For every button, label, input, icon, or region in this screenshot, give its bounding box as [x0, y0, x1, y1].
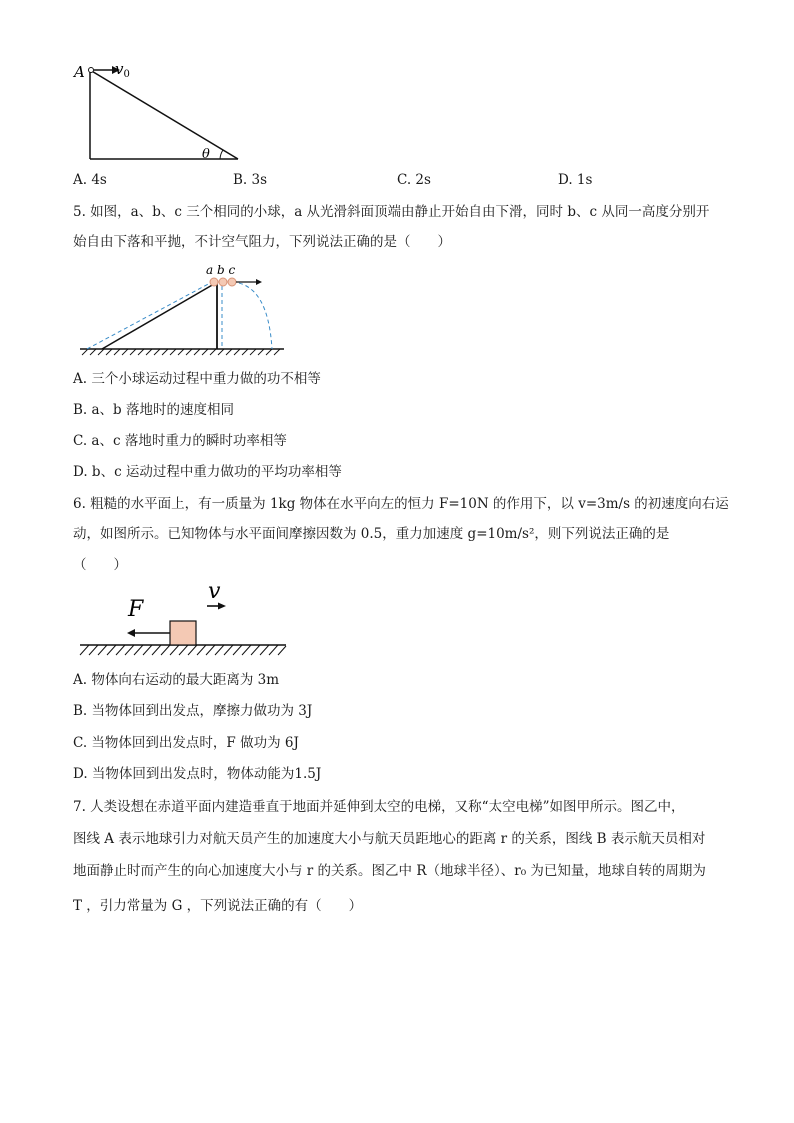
q7-stem-line3: 地面静止时而产生的向心加速度大小与 r 的关系。图乙中 R（地球半径）、r₀ 为已知量，地球自转的周期为: [73, 863, 706, 879]
q7-stem-line1: 7. 人类设想在赤道平面内建造垂直于地面并延伸到太空的电梯，又称“太空电梯”如图甲所示。图乙中，: [73, 799, 685, 815]
q5-option-b[interactable]: B. a、b 落地时的速度相同: [73, 402, 234, 418]
point-a-label: A: [74, 63, 85, 81]
block: [170, 621, 196, 645]
q5-stem-line2: 始自由下落和平抛，不计空气阻力，下列说法正确的是（ ）: [73, 234, 451, 250]
q4-option-c[interactable]: C. 2s: [397, 172, 431, 188]
q5-option-a[interactable]: A. 三个小球运动过程中重力做的功不相等: [73, 371, 321, 387]
q4-option-d[interactable]: D. 1s: [558, 172, 593, 188]
ball-c-icon: [228, 278, 236, 286]
ball-icon: [89, 68, 94, 73]
q6-option-c[interactable]: C. 当物体回到出发点时，F 做功为 6J: [73, 735, 299, 751]
q5-stem-line1: 5. 如图，a、b、c 三个相同的小球，a 从光滑斜面顶端由静止开始自由下滑，同时 b、c 从同一高度分别开: [73, 204, 710, 220]
q4-option-b[interactable]: B. 3s: [233, 172, 268, 188]
ball-a-path: [87, 282, 212, 349]
ground-hatching: [80, 645, 286, 655]
angle-label: θ: [202, 147, 210, 162]
ball-c-path: [232, 282, 272, 349]
q7-stem-line4: T ，引力常量为 G ，下列说法正确的有（ ）: [73, 898, 363, 914]
q6-stem-line1: 6. 粗糙的水平面上，有一质量为 1kg 物体在水平向左的恒力 F=10N 的作用下，以 v=3m/s 的初速度向右运: [73, 496, 729, 512]
ground-hatching: [82, 349, 280, 355]
hypotenuse: [90, 70, 238, 159]
q4-incline-figure: [60, 55, 300, 165]
q6-option-b[interactable]: B. 当物体回到出发点，摩擦力做功为 3J: [73, 703, 313, 719]
q6-option-d[interactable]: D. 当物体回到出发点时，物体动能为1.5J: [73, 766, 322, 782]
q5-option-c[interactable]: C. a、c 落地时重力的瞬时功率相等: [73, 433, 287, 449]
q7-stem-line2: 图线 A 表示地球引力对航天员产生的加速度大小与航天员距地心的距离 r 的关系，图线 B 表示航天员相对: [73, 831, 706, 847]
q5-three-balls-figure: [72, 260, 302, 360]
arrow-head-icon: [256, 279, 262, 285]
velocity-label: v: [208, 579, 221, 604]
q5-option-d[interactable]: D. b、c 运动过程中重力做功的平均功率相等: [73, 464, 342, 480]
arrow-head-icon: [127, 629, 135, 637]
ball-a-icon: [210, 278, 218, 286]
ball-labels: a b c: [206, 263, 236, 277]
velocity-label: $v_0$: [115, 60, 130, 80]
force-label: F: [128, 597, 144, 622]
q6-block-figure: [76, 579, 296, 658]
q6-option-a[interactable]: A. 物体向右运动的最大距离为 3m: [73, 672, 280, 688]
ball-b-icon: [219, 278, 227, 286]
q6-stem-line2: 动，如图所示。已知物体与水平面间摩擦因数为 0.5，重力加速度 g=10m/s²，则下列说法正确的是: [73, 526, 670, 542]
q4-option-a[interactable]: A. 4s: [73, 172, 107, 188]
q6-stem-line3: （ ）: [73, 557, 127, 573]
angle-arc: [220, 150, 223, 159]
incline-slope: [102, 284, 214, 349]
